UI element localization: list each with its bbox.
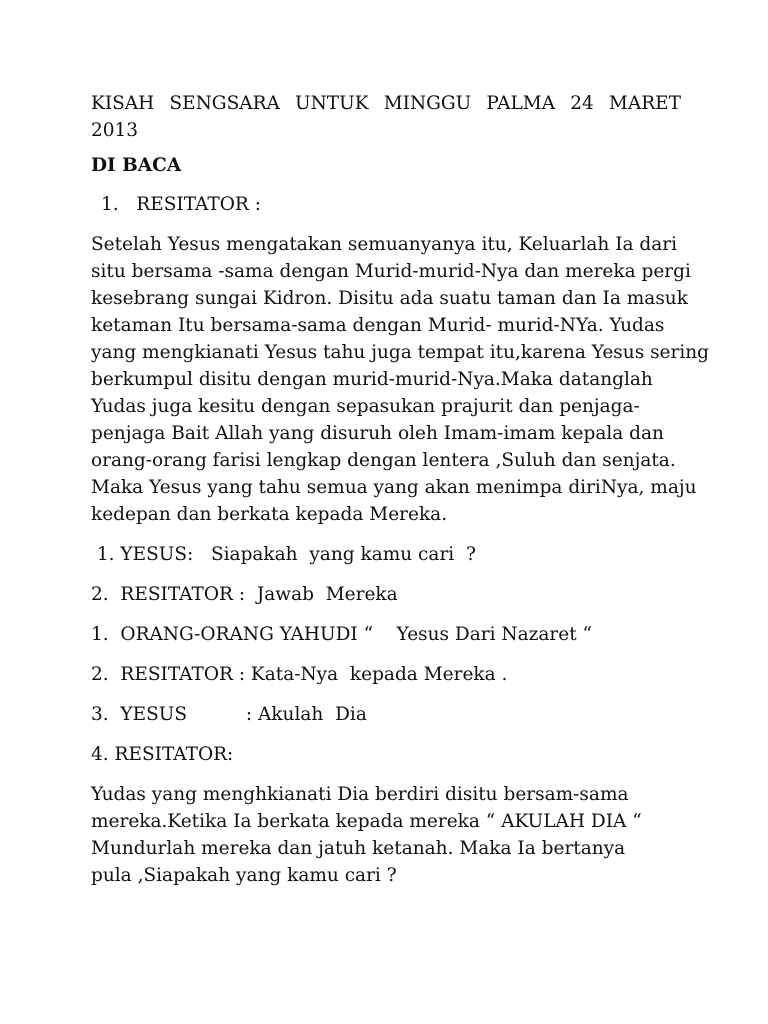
document-body bbox=[91, 90, 710, 902]
paragraph-line: Maka Yesus yang tahu semua yang akan menimpa diriNya, maju bbox=[91, 477, 697, 498]
dialogue-line: 1. YESUS: Siapakah yang kamu cari ? bbox=[91, 544, 476, 565]
dialogue-line: 3. YESUS : Akulah Dia bbox=[91, 704, 367, 725]
numbered-item-resitator: 1. RESITATOR : bbox=[101, 194, 261, 215]
paragraph-line: kedepan dan berkata kepada Mereka. bbox=[91, 504, 448, 525]
document-title bbox=[91, 90, 681, 144]
paragraph-line: pula ,Siapakah yang kamu cari ? bbox=[91, 865, 397, 886]
section-heading: DI BACA bbox=[91, 155, 182, 176]
paragraph-line: yang mengkianati Yesus tahu juga tempat itu,karena Yesus sering bbox=[91, 342, 710, 363]
title-line-2: 2013 bbox=[91, 120, 139, 141]
title-line-1: KISAH SENGSARA UNTUK MINGGU PALMA 24 MARET bbox=[91, 93, 681, 114]
narration-paragraph-1 bbox=[91, 231, 710, 528]
paragraph-line: penjaga Bait Allah yang disuruh oleh Imam-imam kepala dan bbox=[91, 423, 664, 444]
paragraph-line: orang-orang farisi lengkap dengan lentera ,Suluh dan senjata. bbox=[91, 450, 676, 471]
paragraph-line: kesebrang sungai Kidron. Disitu ada suatu taman dan Ia masuk bbox=[91, 288, 688, 309]
dialogue-line: 2. RESITATOR : Kata-Nya kepada Mereka . bbox=[91, 664, 508, 685]
paragraph-line: Mundurlah mereka dan jatuh ketanah. Maka Ia bertanya bbox=[91, 838, 626, 859]
paragraph-line: ketaman Itu bersama-sama dengan Murid- murid-NYa. Yudas bbox=[91, 315, 665, 336]
paragraph-line: Yudas yang menghkianati Dia berdiri disitu bersam-sama bbox=[91, 784, 629, 805]
paragraph-line: berkumpul disitu dengan murid-murid-Nya.Maka datanglah bbox=[91, 369, 653, 390]
dialogue-line: 1. ORANG-ORANG YAHUDI “ Yesus Dari Nazaret “ bbox=[91, 624, 592, 645]
paragraph-line: Setelah Yesus mengatakan semuanyanya itu, Keluarlah Ia dari bbox=[91, 234, 678, 255]
paragraph-line: Yudas juga kesitu dengan sepasukan prajurit dan penjaga- bbox=[91, 396, 640, 417]
paragraph-line: situ bersama -sama dengan Murid-murid-Nya dan mereka pergi bbox=[91, 261, 691, 282]
paragraph-line: mereka.Ketika Ia berkata kepada mereka “ AKULAH DIA “ bbox=[91, 811, 642, 832]
narration-paragraph-2 bbox=[91, 781, 681, 889]
dialogue-line: 4. RESITATOR: bbox=[91, 744, 234, 765]
dialogue-line: 2. RESITATOR : Jawab Mereka bbox=[91, 584, 398, 605]
